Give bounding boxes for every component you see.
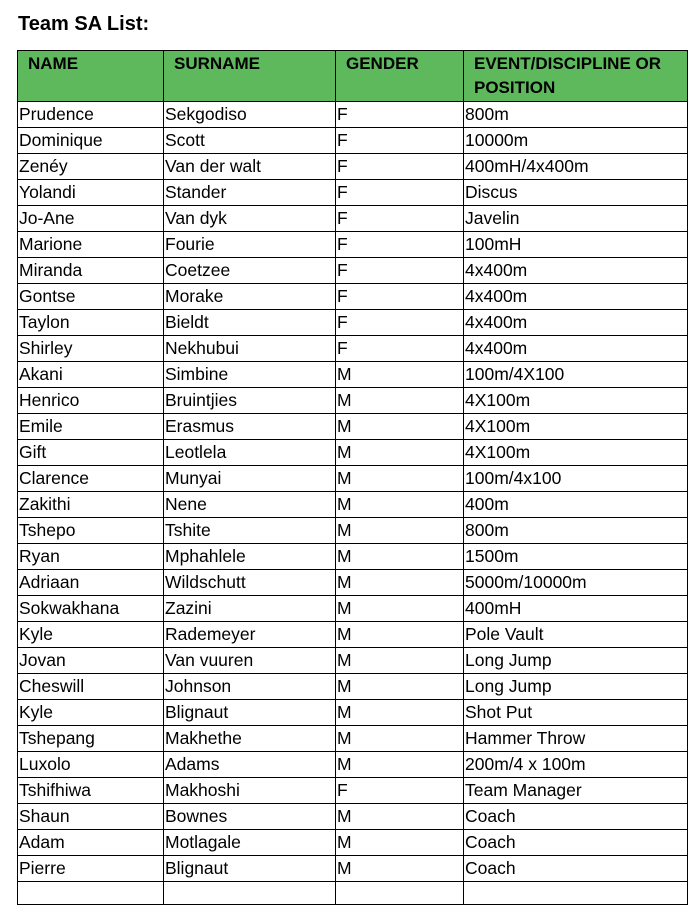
cell-event: 5000m/10000m <box>464 570 688 596</box>
team-table <box>17 50 688 905</box>
cell-surname: Makhethe <box>164 726 336 752</box>
cell-name: Jo-Ane <box>18 206 164 232</box>
cell-name: Gift <box>18 440 164 466</box>
cell-gender: M <box>336 726 464 752</box>
table-row <box>18 258 688 284</box>
cell-event: 10000m <box>464 128 688 154</box>
cell-name: Miranda <box>18 258 164 284</box>
cell-name: Akani <box>18 362 164 388</box>
table-row <box>18 388 688 414</box>
table-row <box>18 492 688 518</box>
cell-surname: Zazini <box>164 596 336 622</box>
cell-event: Coach <box>464 856 688 882</box>
table-row <box>18 284 688 310</box>
cell-surname: Coetzee <box>164 258 336 284</box>
cell-name: Taylon <box>18 310 164 336</box>
cell-name: Shirley <box>18 336 164 362</box>
cell-event: 4x400m <box>464 258 688 284</box>
empty-cell <box>18 882 164 905</box>
empty-cell <box>336 882 464 905</box>
cell-surname: Johnson <box>164 674 336 700</box>
table-row <box>18 570 688 596</box>
cell-gender: M <box>336 388 464 414</box>
cell-surname: Nene <box>164 492 336 518</box>
cell-event: 1500m <box>464 544 688 570</box>
cell-surname: Motlagale <box>164 830 336 856</box>
cell-gender: F <box>336 154 464 180</box>
cell-name: Marione <box>18 232 164 258</box>
table-row <box>18 336 688 362</box>
cell-gender: M <box>336 596 464 622</box>
table-row <box>18 206 688 232</box>
cell-name: Zenéy <box>18 154 164 180</box>
cell-gender: F <box>336 258 464 284</box>
header-name: NAME <box>18 51 164 102</box>
cell-event: 400mH <box>464 596 688 622</box>
cell-gender: M <box>336 752 464 778</box>
cell-name: Jovan <box>18 648 164 674</box>
cell-gender: F <box>336 206 464 232</box>
empty-cell <box>464 882 688 905</box>
cell-name: Yolandi <box>18 180 164 206</box>
cell-event: 100mH <box>464 232 688 258</box>
cell-gender: F <box>336 102 464 128</box>
cell-surname: Leotlela <box>164 440 336 466</box>
cell-surname: Erasmus <box>164 414 336 440</box>
table-row <box>18 310 688 336</box>
cell-event: 800m <box>464 102 688 128</box>
cell-surname: Tshite <box>164 518 336 544</box>
cell-name: Kyle <box>18 622 164 648</box>
empty-cell <box>164 882 336 905</box>
header-event: EVENT/DISCIPLINE OR POSITION <box>464 51 688 102</box>
cell-event: Javelin <box>464 206 688 232</box>
cell-surname: Rademeyer <box>164 622 336 648</box>
cell-gender: M <box>336 856 464 882</box>
cell-name: Zakithi <box>18 492 164 518</box>
cell-event: Long Jump <box>464 674 688 700</box>
cell-surname: Blignaut <box>164 700 336 726</box>
cell-gender: M <box>336 674 464 700</box>
cell-event: Coach <box>464 804 688 830</box>
cell-event: 200m/4 x 100m <box>464 752 688 778</box>
table-row <box>18 648 688 674</box>
cell-gender: F <box>336 310 464 336</box>
table-row <box>18 856 688 882</box>
cell-event: Coach <box>464 830 688 856</box>
cell-gender: F <box>336 284 464 310</box>
cell-event: Pole Vault <box>464 622 688 648</box>
cell-event: 100m/4X100 <box>464 362 688 388</box>
cell-surname: Stander <box>164 180 336 206</box>
cell-surname: Fourie <box>164 232 336 258</box>
cell-gender: M <box>336 492 464 518</box>
cell-event: Shot Put <box>464 700 688 726</box>
cell-gender: M <box>336 362 464 388</box>
cell-gender: M <box>336 830 464 856</box>
table-row <box>18 830 688 856</box>
cell-surname: Bownes <box>164 804 336 830</box>
cell-event: Hammer Throw <box>464 726 688 752</box>
cell-event: 800m <box>464 518 688 544</box>
cell-gender: M <box>336 648 464 674</box>
cell-event: Team Manager <box>464 778 688 804</box>
cell-name: Shaun <box>18 804 164 830</box>
cell-gender: M <box>336 466 464 492</box>
cell-gender: F <box>336 180 464 206</box>
table-body <box>18 102 688 905</box>
cell-name: Emile <box>18 414 164 440</box>
header-gender: GENDER <box>336 51 464 102</box>
table-row <box>18 518 688 544</box>
table-row <box>18 362 688 388</box>
table-row <box>18 674 688 700</box>
cell-name: Cheswill <box>18 674 164 700</box>
cell-gender: M <box>336 700 464 726</box>
table-row <box>18 700 688 726</box>
cell-name: Ryan <box>18 544 164 570</box>
table-row <box>18 622 688 648</box>
cell-event: 100m/4x100 <box>464 466 688 492</box>
cell-name: Sokwakhana <box>18 596 164 622</box>
cell-gender: M <box>336 544 464 570</box>
cell-surname: Nekhubui <box>164 336 336 362</box>
cell-event: 4X100m <box>464 414 688 440</box>
cell-gender: F <box>336 778 464 804</box>
cell-name: Henrico <box>18 388 164 414</box>
cell-name: Adriaan <box>18 570 164 596</box>
cell-surname: Bruintjies <box>164 388 336 414</box>
cell-surname: Van vuuren <box>164 648 336 674</box>
table-row <box>18 726 688 752</box>
cell-surname: Sekgodiso <box>164 102 336 128</box>
cell-event: 4X100m <box>464 440 688 466</box>
cell-event: Discus <box>464 180 688 206</box>
table-row <box>18 414 688 440</box>
cell-event: 400m <box>464 492 688 518</box>
cell-event: 4x400m <box>464 284 688 310</box>
table-row <box>18 128 688 154</box>
cell-name: Kyle <box>18 700 164 726</box>
cell-gender: M <box>336 570 464 596</box>
cell-gender: M <box>336 414 464 440</box>
cell-surname: Van der walt <box>164 154 336 180</box>
cell-surname: Simbine <box>164 362 336 388</box>
cell-surname: Van dyk <box>164 206 336 232</box>
cell-surname: Makhoshi <box>164 778 336 804</box>
cell-surname: Munyai <box>164 466 336 492</box>
cell-name: Tshepo <box>18 518 164 544</box>
table-row <box>18 544 688 570</box>
table-row <box>18 752 688 778</box>
cell-event: 400mH/4x400m <box>464 154 688 180</box>
table-header-row <box>18 51 688 102</box>
table-row <box>18 466 688 492</box>
cell-name: Dominique <box>18 128 164 154</box>
table-row <box>18 778 688 804</box>
table-row <box>18 102 688 128</box>
cell-name: Gontse <box>18 284 164 310</box>
cell-event: 4x400m <box>464 310 688 336</box>
table-row <box>18 232 688 258</box>
cell-surname: Mphahlele <box>164 544 336 570</box>
cell-surname: Blignaut <box>164 856 336 882</box>
cell-name: Luxolo <box>18 752 164 778</box>
cell-surname: Scott <box>164 128 336 154</box>
cell-surname: Bieldt <box>164 310 336 336</box>
cell-surname: Morake <box>164 284 336 310</box>
cell-gender: F <box>336 128 464 154</box>
table-row-empty <box>18 882 688 905</box>
cell-gender: M <box>336 440 464 466</box>
cell-event: 4x400m <box>464 336 688 362</box>
cell-event: Long Jump <box>464 648 688 674</box>
document-title: Team SA List: <box>18 13 150 35</box>
cell-surname: Wildschutt <box>164 570 336 596</box>
cell-name: Pierre <box>18 856 164 882</box>
header-surname: SURNAME <box>164 51 336 102</box>
table-row <box>18 180 688 206</box>
cell-event: 4X100m <box>464 388 688 414</box>
cell-name: Clarence <box>18 466 164 492</box>
table-row <box>18 154 688 180</box>
table-row <box>18 804 688 830</box>
table-row <box>18 440 688 466</box>
table-row <box>18 596 688 622</box>
cell-name: Tshifhiwa <box>18 778 164 804</box>
cell-name: Prudence <box>18 102 164 128</box>
cell-name: Adam <box>18 830 164 856</box>
cell-gender: M <box>336 622 464 648</box>
cell-gender: M <box>336 804 464 830</box>
cell-gender: F <box>336 232 464 258</box>
cell-gender: M <box>336 518 464 544</box>
cell-gender: F <box>336 336 464 362</box>
cell-name: Tshepang <box>18 726 164 752</box>
cell-surname: Adams <box>164 752 336 778</box>
